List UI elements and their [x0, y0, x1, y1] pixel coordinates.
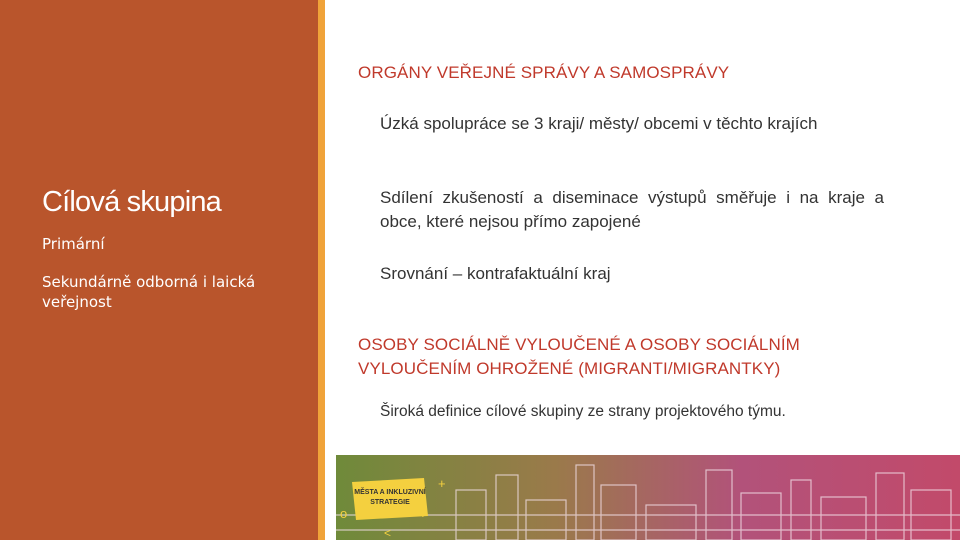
plus-symbol: +: [438, 476, 446, 491]
heading-public-administration: ORGÁNY VEŘEJNÉ SPRÁVY A SAMOSPRÁVY: [358, 63, 730, 82]
arrow-symbol: <: [384, 526, 392, 540]
circle-symbol: o: [340, 506, 348, 521]
section-title: Cílová skupina: [42, 186, 222, 218]
question-symbol: ?: [420, 508, 427, 520]
left-panel: [0, 0, 318, 540]
svg-text:STRATEGIE: STRATEGIE: [370, 499, 410, 506]
paragraph-definition: Široká definice cílové skupiny ze strany projektového týmu.: [380, 403, 786, 420]
panel-divider: [318, 0, 325, 540]
svg-text:MĚSTA A INKLUZIVNÍ: MĚSTA A INKLUZIVNÍ: [354, 489, 426, 496]
paragraph-comparison: Srovnání – kontrafaktuální kraj: [380, 264, 611, 283]
heading-excluded-persons: OSOBY SOCIÁLNĚ VYLOUČENÉ A OSOBY SOCIÁLNÍM VYLOUČENÍM OHROŽENÉ (MIGRANTI/MIGRANTKY): [358, 335, 800, 378]
secondary-group-label: Sekundárně odborná i laická veřejnost: [42, 273, 256, 311]
primary-group-label: Primární: [42, 235, 105, 253]
paragraph-cooperation: Úzká spolupráce se 3 kraji/ městy/ obcemi v těchto krajích: [380, 114, 818, 133]
paragraph-dissemination: Sdílení zkušeností a diseminace výstupů směřuje i na kraje a obce, které nejsou přímo zapojené: [380, 188, 884, 231]
